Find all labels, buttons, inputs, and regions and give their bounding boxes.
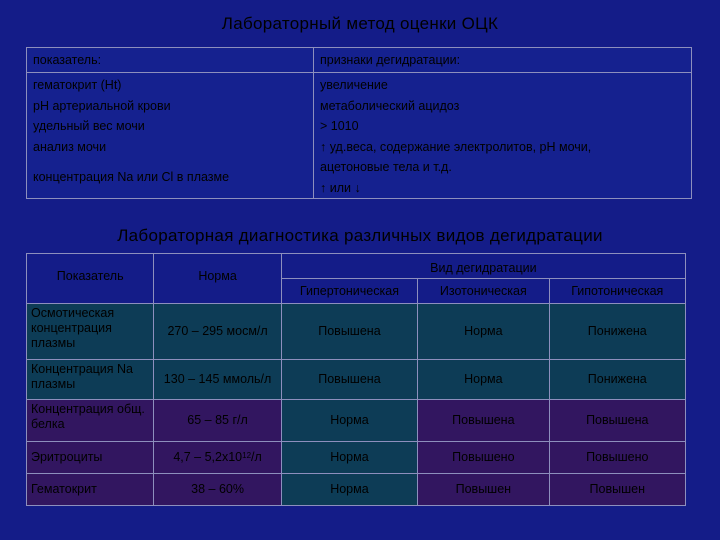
indicator-ph: pH артериальной крови (33, 98, 171, 113)
sign-na-cl: ↑ или ↓ (320, 180, 361, 195)
row-norm (154, 442, 281, 474)
row-val-hyper: Норма (281, 474, 417, 506)
table-row (27, 474, 686, 506)
header-dehydration-type: Вид дегидратации (281, 254, 685, 279)
row-val-hyper: Повышена (281, 304, 417, 360)
row-norm: 270 – 295 мосм/л (154, 304, 281, 360)
row-name: Концентрация Na плазмы (27, 360, 154, 400)
row-name: Гематокрит (27, 474, 154, 506)
header-norm: Норма (154, 254, 281, 304)
norm-base: 4,7 – 5,2х10 (173, 450, 243, 464)
row-val-hypo: Понижена (549, 304, 685, 360)
indicator-urine-density: удельный вес мочи (33, 119, 145, 133)
table-row (27, 304, 686, 360)
table-row (27, 442, 686, 474)
sign-urine-1: ↑ уд.веса, содержание электролитов, pH мочи, (320, 139, 592, 154)
row-val-hyper: Норма (281, 442, 417, 474)
row-val-iso: Норма (418, 304, 549, 360)
sign-density: > 1010 (320, 119, 359, 133)
indicator-hematocrit: гематокрит (Ht) (33, 78, 122, 92)
table-row (27, 360, 686, 400)
indicator-na-cl: концентрация Na или Cl в плазме (33, 170, 230, 184)
row-val-iso: Повышена (418, 400, 549, 442)
row-val-hyper: Повышена (281, 360, 417, 400)
row-val-iso: Норма (418, 360, 549, 400)
header-indicator-2: Показатель (27, 254, 154, 304)
table-row (27, 400, 686, 442)
row-name: Эритроциты (27, 442, 154, 474)
row-val-hypo: Повышена (549, 400, 685, 442)
header-isotonic: Изотоническая (418, 279, 549, 304)
indicator-urine-analysis: анализ мочи (33, 139, 107, 154)
row-name: Осмотическая концентрация плазмы (27, 304, 154, 360)
sign-increase: увеличение (320, 78, 388, 92)
title-dehydration-diagnostics: Лабораторная диагностика различных видов дегидратации (117, 226, 603, 245)
row-val-iso: Повышено (418, 442, 549, 474)
row-val-hypo: Понижена (549, 360, 685, 400)
row-val-hyper: Норма (281, 400, 417, 442)
header-hypotonic: Гипотоническая (549, 279, 685, 304)
indicators-cell (27, 73, 314, 199)
norm-exponent: 12 (242, 451, 252, 460)
header-indicator: показатель: (27, 48, 314, 73)
signs-cell (314, 73, 692, 199)
row-norm: 130 – 145 ммоль/л (154, 360, 281, 400)
row-norm: 65 – 85 г/л (154, 400, 281, 442)
row-val-iso: Повышен (418, 474, 549, 506)
row-val-hypo: Повышен (549, 474, 685, 506)
row-val-hypo: Повышено (549, 442, 685, 474)
sign-acidosis: метаболический ацидоз (320, 98, 460, 113)
norm-unit: /л (251, 450, 262, 464)
dehydration-table (26, 253, 686, 506)
row-name: Концентрация общ. белка (27, 400, 154, 442)
sign-urine-2: ацетоновые тела и т.д. (320, 160, 452, 174)
header-dehydration-signs: признаки дегидратации: (314, 48, 692, 73)
title-blood-volume-method: Лабораторный метод оценки ОЦК (221, 14, 499, 33)
blood-volume-table (26, 47, 692, 199)
row-norm: 38 – 60% (154, 474, 281, 506)
header-hypertonic: Гипертоническая (281, 279, 417, 304)
